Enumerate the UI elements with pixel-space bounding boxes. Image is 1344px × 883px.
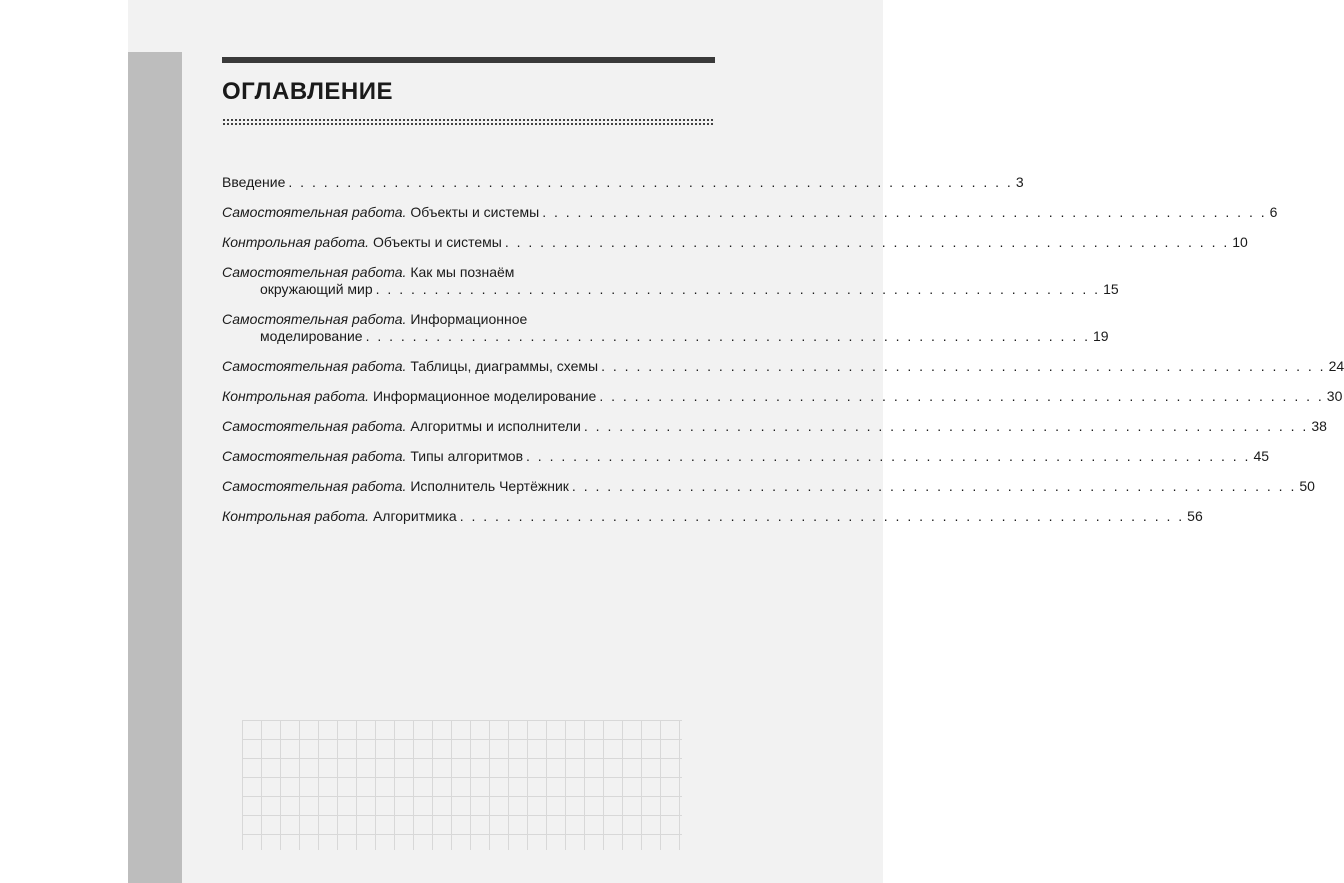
toc-page-number: 6 bbox=[1269, 204, 1278, 220]
toc-entry-type: Самостоятельная работа. bbox=[222, 448, 407, 464]
bleed-through-grid bbox=[242, 720, 682, 850]
toc-entry-line bbox=[222, 448, 1270, 465]
toc-entry-line bbox=[222, 174, 1024, 191]
dot-leader: . . . . . . . . . . . . . . . . . . . . . . . . . . . . . . . . . . . . . . . . . . . . . . . . . . . . . . . . . . . . . . bbox=[601, 358, 1326, 374]
toc-entry-line bbox=[222, 388, 1343, 405]
toc-entry[interactable] bbox=[222, 448, 1270, 465]
toc-entry-title: Введение bbox=[222, 174, 286, 190]
toc-entry-text bbox=[222, 234, 502, 251]
toc-page-number: 24 bbox=[1328, 358, 1344, 374]
toc-entry-title-continued: окружающий мир bbox=[260, 281, 373, 297]
toc-entry-text bbox=[222, 204, 539, 221]
toc-entry-type: Контрольная работа. bbox=[222, 508, 370, 524]
page-title: ОГЛАВЛЕНИЕ bbox=[222, 78, 394, 105]
toc-page-number: 3 bbox=[1015, 174, 1024, 190]
toc-entry[interactable] bbox=[222, 418, 1327, 435]
dot-leader: . . . . . . . . . . . . . . . . . . . . . . . . . . . . . . . . . . . . . . . . . . . . . . . . . . . . . . . . . . . . . . bbox=[583, 418, 1309, 434]
toc-entry-title: Объекты и системы bbox=[410, 204, 540, 220]
toc-entry[interactable] bbox=[222, 174, 1024, 191]
toc-page-number: 50 bbox=[1299, 478, 1315, 494]
toc-entry-title: Типы алгоритмов bbox=[410, 448, 524, 464]
toc-entry-text bbox=[222, 264, 514, 281]
toc-entry-line bbox=[222, 281, 1119, 298]
dot-leader: . . . . . . . . . . . . . . . . . . . . . . . . . . . . . . . . . . . . . . . . . . . . . . . . . . . . . . . . . . . . . . bbox=[504, 234, 1230, 250]
toc-entry[interactable] bbox=[222, 478, 1315, 495]
toc-entry-title: Как мы познаём bbox=[410, 264, 515, 280]
toc-entry[interactable] bbox=[222, 311, 1109, 345]
toc-entry[interactable] bbox=[222, 264, 1119, 298]
toc-entry-line bbox=[222, 418, 1327, 435]
toc-entry-line bbox=[222, 508, 1203, 525]
dot-leader: . . . . . . . . . . . . . . . . . . . . . . . . . . . . . . . . . . . . . . . . . . . . . . . . . . . . . . . . . . . . . . bbox=[542, 204, 1267, 220]
toc-entry-type: Самостоятельная работа. bbox=[222, 478, 407, 494]
toc-entry-line bbox=[222, 328, 1109, 345]
toc-entry-text bbox=[222, 174, 285, 191]
toc-entry-text bbox=[222, 388, 596, 405]
toc-entry-title-continued: моделирование bbox=[260, 328, 363, 344]
toc-page-number: 38 bbox=[1311, 418, 1327, 434]
toc-entry-type: Самостоятельная работа. bbox=[222, 311, 407, 327]
toc-page-number: 15 bbox=[1103, 281, 1119, 297]
toc-entry-line bbox=[222, 264, 715, 281]
toc-entry-line bbox=[222, 234, 1248, 251]
toc-entry[interactable] bbox=[222, 234, 1248, 251]
toc-entry-type: Самостоятельная работа. bbox=[222, 358, 407, 374]
toc-entry-type: Контрольная работа. bbox=[222, 388, 370, 404]
toc-entry-line bbox=[222, 204, 1278, 221]
toc-entry-text bbox=[222, 418, 581, 435]
header-rule bbox=[222, 57, 715, 63]
page-margin-strip bbox=[128, 52, 182, 883]
toc-entry-line bbox=[222, 311, 715, 328]
toc-entry-title: Информационное bbox=[410, 311, 528, 327]
title-dotted-rule bbox=[222, 118, 715, 127]
toc-page-number: 19 bbox=[1093, 328, 1109, 344]
toc-entry-type: Самостоятельная работа. bbox=[222, 204, 407, 220]
dot-leader: . . . . . . . . . . . . . . . . . . . . . . . . . . . . . . . . . . . . . . . . . . . . . . . . . . . . . . . . . . . . . . bbox=[375, 281, 1101, 297]
toc-page-number: 45 bbox=[1253, 448, 1270, 464]
toc-entry[interactable] bbox=[222, 508, 1203, 525]
toc-entry-text bbox=[222, 448, 523, 465]
toc-entry-title: Информационное моделирование bbox=[372, 388, 597, 404]
dot-leader: . . . . . . . . . . . . . . . . . . . . . . . . . . . . . . . . . . . . . . . . . . . . . . . . . . . . . . . . . . . . . . bbox=[288, 174, 1013, 190]
toc-entry[interactable] bbox=[222, 388, 1343, 405]
toc-entry-type: Самостоятельная работа. bbox=[222, 264, 407, 280]
toc-entry-text bbox=[222, 358, 598, 375]
toc-entry[interactable] bbox=[222, 358, 1344, 375]
toc-entry-title: Алгоритмика bbox=[372, 508, 457, 524]
toc-page-number: 56 bbox=[1187, 508, 1203, 524]
toc-entry-title: Алгоритмы и исполнители bbox=[410, 418, 581, 434]
dot-leader: . . . . . . . . . . . . . . . . . . . . . . . . . . . . . . . . . . . . . . . . . . . . . . . . . . . . . . . . . . . . . . bbox=[459, 508, 1185, 524]
toc-entry-title: Объекты и системы bbox=[372, 234, 502, 250]
table-of-contents bbox=[222, 174, 1344, 538]
toc-entry-line bbox=[222, 478, 1315, 495]
toc-entry-type: Самостоятельная работа. bbox=[222, 418, 407, 434]
toc-entry-line bbox=[222, 358, 1344, 375]
dot-leader: . . . . . . . . . . . . . . . . . . . . . . . . . . . . . . . . . . . . . . . . . . . . . . . . . . . . . . . . . . . . . . bbox=[365, 328, 1090, 344]
dot-leader: . . . . . . . . . . . . . . . . . . . . . . . . . . . . . . . . . . . . . . . . . . . . . . . . . . . . . . . . . . . . . . bbox=[599, 388, 1324, 404]
toc-entry[interactable] bbox=[222, 204, 1278, 221]
toc-entry-text bbox=[222, 311, 527, 328]
dot-leader: . . . . . . . . . . . . . . . . . . . . . . . . . . . . . . . . . . . . . . . . . . . . . . . . . . . . . . . . . . . . . . bbox=[571, 478, 1297, 494]
dot-leader: . . . . . . . . . . . . . . . . . . . . . . . . . . . . . . . . . . . . . . . . . . . . . . . . . . . . . . . . . . . . . . bbox=[526, 448, 1251, 464]
toc-entry-text bbox=[222, 478, 569, 495]
toc-page-number: 30 bbox=[1326, 388, 1343, 404]
toc-entry-title: Исполнитель Чертёжник bbox=[410, 478, 569, 494]
toc-entry-type: Контрольная работа. bbox=[222, 234, 370, 250]
toc-page-number: 10 bbox=[1232, 234, 1248, 250]
toc-entry-title: Таблицы, диаграммы, схемы bbox=[410, 358, 599, 374]
toc-entry-text bbox=[222, 508, 457, 525]
